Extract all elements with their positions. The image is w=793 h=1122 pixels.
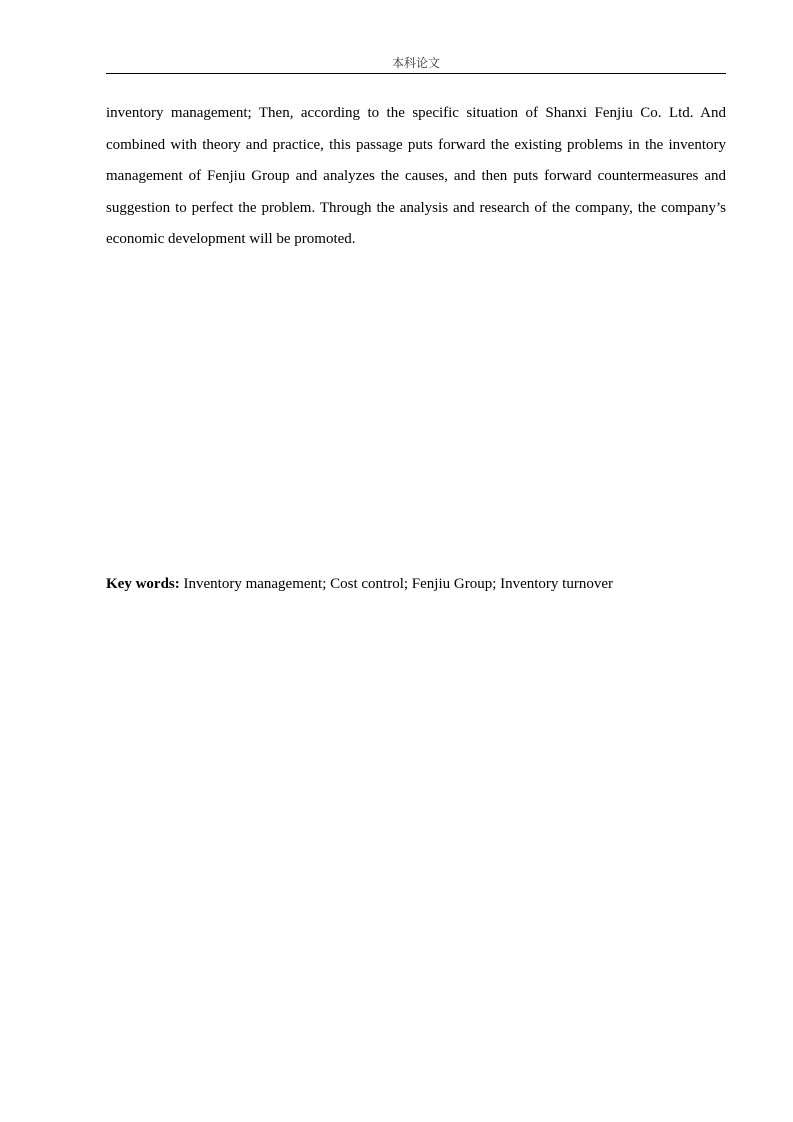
abstract-paragraph: inventory management; Then, according to the specific situation of Shanxi Fenjiu Co. Ltd. And combined with theory and practice, this passage puts forward the existing problems in the inventory management of Fenjiu Group and analyzes the causes, and then puts forward countermeasures and suggestion to perfect the problem. Through the analysis and research of the company, the company’s economic development will be promoted. [106, 105, 726, 247]
header-divider [106, 73, 726, 74]
page-header-title: 本科论文 [391, 56, 440, 70]
abstract-body [106, 98, 726, 256]
keywords-text: Inventory management; Cost control; Fenjiu Group; Inventory turnover [183, 576, 613, 592]
keywords-line [106, 572, 726, 596]
keywords-label: Key words: [106, 576, 180, 592]
